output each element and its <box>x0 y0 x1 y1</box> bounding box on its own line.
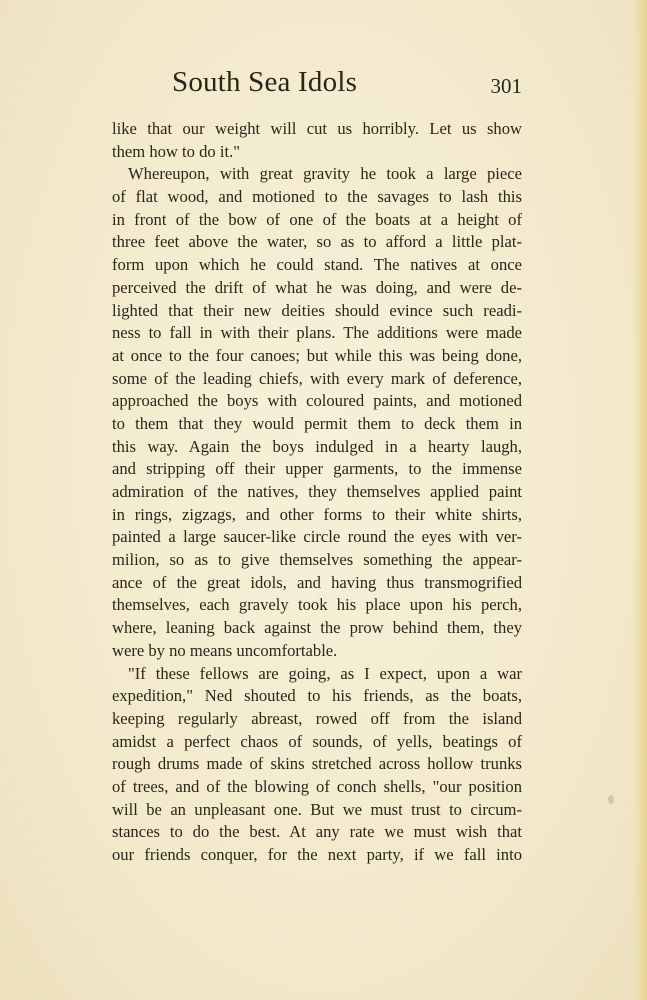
paragraph-first-line: Whereupon, with great gravity he took a large piece <box>128 164 522 184</box>
text-line: form upon which he could stand. The natives at once <box>112 255 522 275</box>
text-line: ance of the great idols, and having thus transmogrified <box>112 572 522 592</box>
text-line: amidst a perfect chaos of sounds, of yells, beatings of <box>112 731 522 751</box>
text-line: will be an unpleasant one. But we must trust to circum- <box>112 799 522 819</box>
text-line: approached the boys with coloured paints, and motioned <box>112 391 522 411</box>
text-line: to them that they would permit them to deck them in <box>112 413 522 433</box>
text-line: in front of the bow of one of the boats at a height of <box>112 209 522 229</box>
text-line: of trees, and of the blowing of conch shells, "our position <box>112 776 522 796</box>
text-line: lighted that their new deities should evince such readi- <box>112 300 522 320</box>
text-line: themselves, each gravely took his place upon his perch, <box>112 595 522 615</box>
text-line: like that our weight will cut us horribly. Let us show <box>112 119 522 138</box>
text-line: our friends conquer, for the next party, if we fall into <box>112 845 522 864</box>
text-line: where, leaning back against the prow behind them, they <box>112 618 522 638</box>
text-line: painted a large saucer-like circle round the eyes with ver- <box>112 527 522 547</box>
text-line: were by no means uncomfortable. <box>112 640 338 660</box>
text-line: at once to the four canoes; but while this was being done, <box>112 345 522 365</box>
text-line: this way. Again the boys indulged in a hearty laugh, <box>112 436 522 456</box>
body-text <box>112 118 522 867</box>
text-line: and stripping off their upper garments, to the immense <box>112 459 522 479</box>
text-line: keeping regularly abreast, rowed off from the island <box>112 708 522 728</box>
text-line: ness to fall in with their plans. The additions were made <box>112 323 522 343</box>
text-line: rough drums made of skins stretched across hollow trunks <box>112 754 522 774</box>
page-edge-shadow <box>633 0 647 1000</box>
page-number: 301 <box>490 74 522 98</box>
running-title: South Sea Idols <box>172 66 358 98</box>
running-head <box>112 66 522 102</box>
text-line: in rings, zigzags, and other forms to their white shirts, <box>112 504 522 524</box>
text-line: milion, so as to give themselves something the appear- <box>112 550 522 570</box>
text-line: them how to do it." <box>112 141 240 161</box>
paper-speck <box>608 795 614 804</box>
text-line: admiration of the natives, they themselves applied paint <box>112 482 522 501</box>
text-line: three feet above the water, so as to afford a little plat- <box>112 232 522 252</box>
text-line: expedition," Ned shouted to his friends, as the boats, <box>112 686 522 706</box>
text-line: perceived the drift of what he was doing, and were de- <box>112 277 522 297</box>
text-line: stances to do the best. At any rate we must wish that <box>112 822 522 842</box>
text-line: of flat wood, and motioned to the savages to lash this <box>112 187 522 207</box>
text-line: some of the leading chiefs, with every mark of deference, <box>112 368 522 388</box>
paragraph-first-line: "If these fellows are going, as I expect, upon a war <box>128 663 522 683</box>
